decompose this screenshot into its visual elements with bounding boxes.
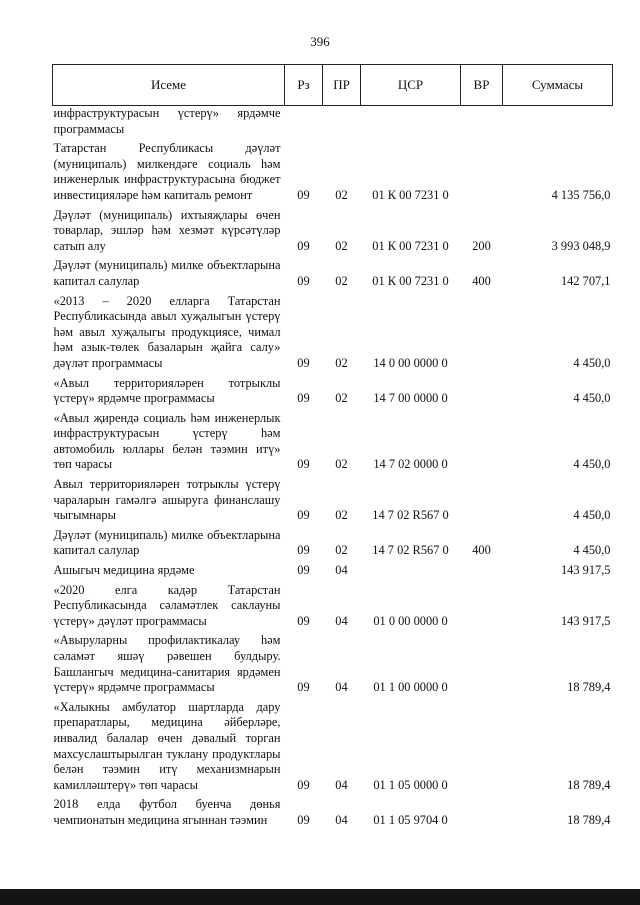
row-rz: 09 <box>297 543 310 558</box>
row-sum: 4 135 756,0 <box>551 187 611 202</box>
row-sum: 4 450,0 <box>573 508 611 523</box>
table-row <box>53 562 613 582</box>
scan-bottom-edge <box>0 889 640 905</box>
row-pr: 04 <box>335 777 348 792</box>
row-rz: 09 <box>297 508 310 523</box>
row-rz: 09 <box>297 355 310 370</box>
row-name: 2018 елда футбол буенча дөнья чемпионатын медицина ягыннан тәэмин <box>53 797 281 827</box>
row-vr <box>461 375 503 410</box>
row-pr: 02 <box>335 187 348 202</box>
row-rz: 09 <box>297 613 310 628</box>
table-header <box>53 65 613 106</box>
row-vr <box>461 796 503 831</box>
header-sum: Суммасы <box>503 65 613 106</box>
row-sum <box>503 106 613 141</box>
table-row <box>53 527 613 562</box>
page-number: 396 <box>310 34 330 49</box>
row-vr: 200 <box>472 238 491 253</box>
row-vr: 400 <box>472 543 491 558</box>
row-csr: 14 0 00 0000 0 <box>373 355 448 370</box>
row-vr <box>461 632 503 698</box>
row-csr: 14 7 00 0000 0 <box>373 391 448 406</box>
table-row <box>53 207 613 258</box>
row-pr: 02 <box>335 457 348 472</box>
row-csr: 14 7 02 0000 0 <box>373 457 448 472</box>
row-csr: 14 7 02 R567 0 <box>372 543 449 558</box>
table-row <box>53 293 613 375</box>
row-rz: 09 <box>297 563 310 578</box>
row-name: Ашыгыч медицина ярдәме <box>53 563 195 578</box>
row-pr: 04 <box>335 812 348 827</box>
budget-table-container <box>52 64 612 832</box>
row-rz: 09 <box>297 777 310 792</box>
row-pr: 04 <box>335 613 348 628</box>
row-csr: 01 1 05 0000 0 <box>373 777 448 792</box>
row-csr: 01 К 00 7231 0 <box>372 273 449 288</box>
row-rz: 09 <box>297 812 310 827</box>
table-row <box>53 375 613 410</box>
header-rz: Рз <box>285 65 323 106</box>
row-csr: 01 К 00 7231 0 <box>372 238 449 253</box>
row-rz <box>285 106 323 141</box>
row-sum: 18 789,4 <box>567 680 611 695</box>
row-rz: 09 <box>297 238 310 253</box>
row-rz: 09 <box>297 680 310 695</box>
row-sum: 18 789,4 <box>567 812 611 827</box>
row-pr <box>323 106 361 141</box>
row-vr <box>461 106 503 141</box>
table-body <box>53 106 613 832</box>
row-vr <box>461 293 503 375</box>
table-row <box>53 699 613 797</box>
row-rz: 09 <box>297 457 310 472</box>
row-vr <box>461 562 503 582</box>
row-sum: 4 450,0 <box>573 391 611 406</box>
row-pr: 02 <box>335 508 348 523</box>
header-csr: ЦСР <box>361 65 461 106</box>
row-sum: 4 450,0 <box>573 355 611 370</box>
row-vr <box>461 699 503 797</box>
row-name: Дәүләт (муниципаль) милке объектларына капитал салулар <box>53 258 281 288</box>
header-name: Исеме <box>53 65 285 106</box>
row-name: Дәүләт (муниципаль) милке объектларына капитал салулар <box>53 527 281 558</box>
row-vr <box>461 476 503 527</box>
row-name: Татарстан Республикасы дәүләт (муниципаль) милкендәге социаль һәм инженерлык инфраструктурасына бюджет инвестицияләре һәм капиталь ремонт <box>53 141 281 202</box>
row-rz: 09 <box>297 273 310 288</box>
row-vr <box>461 410 503 476</box>
row-name: «Халыкны амбулатор шартларда дару препаратлары, медицина әйберләре, инвалид балалар өчен дәвалый торган махсуслаштырылган туклану продуктлары белән тәэмин итү механизмнарын камилләштерү» төп чарасы <box>53 699 281 792</box>
row-pr: 04 <box>335 680 348 695</box>
table-row <box>53 476 613 527</box>
row-sum: 18 789,4 <box>567 777 611 792</box>
row-name: инфраструктурасын үстерү» ярдәмче программасы <box>53 106 281 136</box>
row-name: «Авыл территорияләрен тотрыклы үстерү» ярдәмче программасы <box>53 375 281 406</box>
row-name: «2013 – 2020 елларга Татарстан Республикасында авыл хуҗалыгын үстерү һәм авыл хуҗалыгы продукциясе, чимал һәм азык-төлек базаларын җайга салу» дәүләт программасы <box>53 293 281 370</box>
row-sum: 142 707,1 <box>560 273 611 288</box>
row-pr: 02 <box>335 355 348 370</box>
header-row <box>53 65 613 106</box>
row-sum: 4 450,0 <box>573 543 611 558</box>
row-pr: 02 <box>335 543 348 558</box>
row-pr: 02 <box>335 238 348 253</box>
row-name: Дәүләт (муниципаль) ихтыяҗлары өчен товарлар, эшләр һәм хезмәт күрсәтүләр сатып алу <box>53 207 281 253</box>
budget-table <box>52 64 613 832</box>
header-vr: ВР <box>461 65 503 106</box>
row-csr: 01 1 00 0000 0 <box>373 680 448 695</box>
row-name: Авыл территорияләрен тотрыклы үстерү чараларын гамәлгә ашыруга финанслашу чыгымнары <box>53 477 281 523</box>
row-csr <box>361 106 461 141</box>
row-vr: 400 <box>472 273 491 288</box>
row-pr: 04 <box>335 563 348 578</box>
row-name: «2020 елга кадәр Татарстан Республикасында сәламәтлек саклауны үстерү» дәүләт программасы <box>53 582 281 628</box>
row-csr: 14 7 02 R567 0 <box>372 508 449 523</box>
row-csr: 01 0 00 0000 0 <box>373 613 448 628</box>
row-vr <box>461 140 503 206</box>
row-csr: 01 1 05 9704 0 <box>373 812 448 827</box>
table-row <box>53 582 613 633</box>
row-pr: 02 <box>335 273 348 288</box>
row-sum: 143 917,5 <box>560 563 611 578</box>
row-csr: 01 К 00 7231 0 <box>372 187 449 202</box>
row-name: «Авыл җирендә социаль һәм инженерлык инфраструктурасын үстерү һәм автомобиль юллары белән тәэмин итү» төп чарасы <box>53 410 281 472</box>
table-row <box>53 106 613 141</box>
row-csr <box>361 562 461 582</box>
table-row <box>53 410 613 476</box>
row-vr <box>461 582 503 633</box>
table-row <box>53 257 613 292</box>
row-sum: 4 450,0 <box>573 457 611 472</box>
table-row <box>53 796 613 831</box>
row-pr: 02 <box>335 391 348 406</box>
row-sum: 3 993 048,9 <box>551 238 611 253</box>
table-row <box>53 140 613 206</box>
header-pr: ПР <box>323 65 361 106</box>
row-rz: 09 <box>297 187 310 202</box>
row-rz: 09 <box>297 391 310 406</box>
table-row <box>53 632 613 698</box>
row-name: «Авыруларны профилактикалау һәм сәламәт яшәү рәвешен булдыру. Башлангыч медицина-санитария ярдәмен үстерү» ярдәмче программасы <box>53 633 281 695</box>
row-sum: 143 917,5 <box>560 613 611 628</box>
